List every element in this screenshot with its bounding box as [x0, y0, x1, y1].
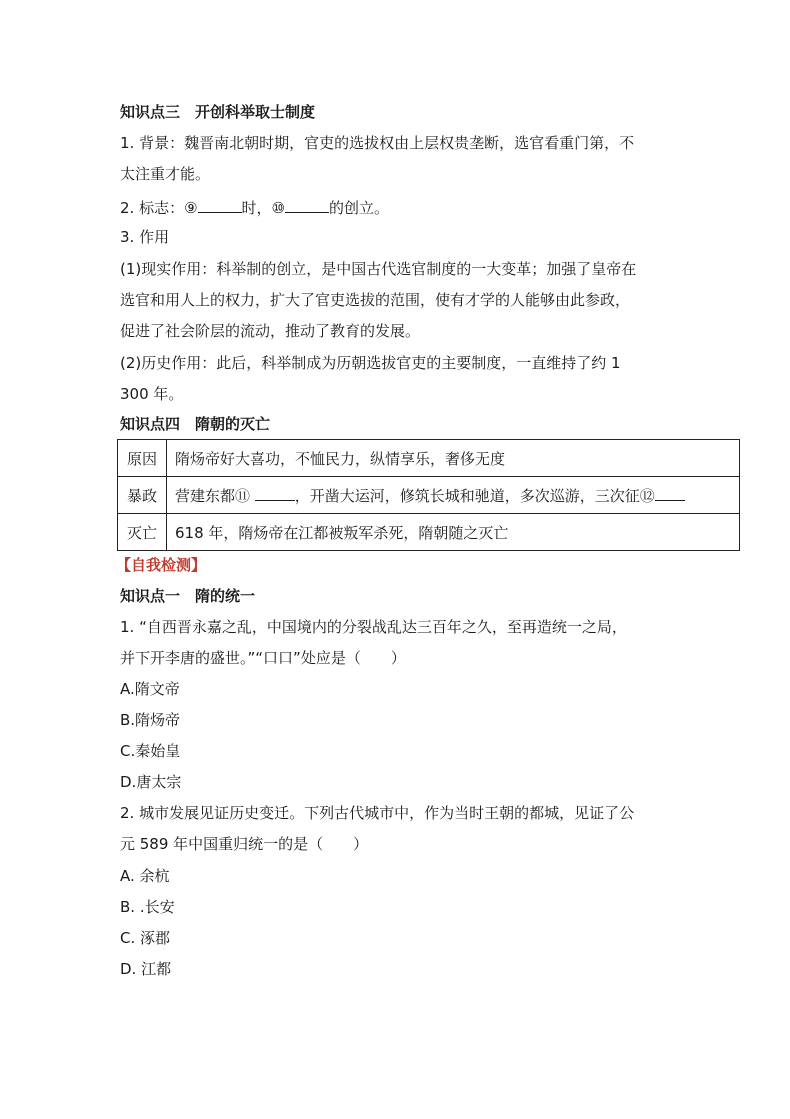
table-row — [118, 440, 740, 477]
section3-p5-line1: (2)历史作用：此后，科举制成为历朝选拔官吏的主要制度，一直维持了约 1 — [120, 354, 621, 372]
q2-option-c: C. 涿郡 — [120, 929, 171, 947]
question1-line2: 并下开李唐的盛世。”“口口”处应是（ ） — [120, 649, 406, 667]
p2-prefix: 2. 标志：⑨ — [120, 199, 198, 217]
q2-option-d: D. 江都 — [120, 960, 172, 978]
tyranny-part1: 营建东都⑪ — [175, 487, 255, 505]
section3-p2 — [120, 196, 389, 218]
section3-p1-line1: 1. 背景：魏晋南北朝时期，官吏的选拔权由上层权贵垄断，选官看重门第，不 — [120, 134, 635, 152]
row-head-cause: 原因 — [118, 440, 167, 477]
self-test-section1-title: 知识点一 隋的统一 — [120, 587, 256, 605]
section3-p5-line2: 300 年。 — [120, 385, 184, 403]
table-row — [118, 477, 740, 514]
section3-p3: 3. 作用 — [120, 228, 170, 246]
q1-option-d: D.唐太宗 — [120, 773, 182, 791]
question1-line1: 1. “自西晋永嘉之乱，中国境内的分裂战乱达三百年之久，至再造统一之局， — [120, 618, 627, 636]
row-content-cause: 隋炀帝好大喜功，不恤民力，纵情享乐，奢侈无度 — [167, 440, 740, 477]
blank-11 — [255, 484, 295, 501]
p2-middle: 时，⑩ — [241, 199, 285, 217]
self-test-heading: 【自我检测】 — [116, 556, 207, 574]
q1-option-c: C.秦始皇 — [120, 742, 181, 760]
fall-of-sui-table — [117, 439, 740, 551]
row-content-fall: 618 年，隋炀帝在江都被叛军杀死，隋朝随之灭亡 — [167, 514, 740, 551]
row-content-tyranny — [167, 477, 740, 514]
section3-p1-line2: 太注重才能。 — [120, 165, 211, 183]
q1-option-b: B.隋炀帝 — [120, 711, 181, 729]
blank-12 — [655, 484, 685, 501]
blank-9 — [198, 196, 242, 213]
section3-title: 知识点三 开创科举取士制度 — [120, 103, 316, 121]
row-head-fall: 灭亡 — [118, 514, 167, 551]
q1-option-a: A.隋文帝 — [120, 680, 180, 698]
section3-p4-line2: 选官和用人上的权力，扩大了官吏选拔的范围，使有才学的人能够由此参政， — [120, 291, 631, 309]
row-head-tyranny: 暴政 — [118, 477, 167, 514]
section3-p4-line3: 促进了社会阶层的流动，推动了教育的发展。 — [120, 322, 421, 340]
tyranny-part2: ，开凿大运河，修筑长城和驰道，多次巡游，三次征⑫ — [294, 487, 655, 505]
section3-p4-line1: (1)现实作用：科举制的创立，是中国古代选官制度的一大变革；加强了皇帝在 — [120, 260, 637, 278]
blank-10 — [285, 196, 329, 213]
p2-suffix: 的创立。 — [328, 199, 389, 217]
q2-option-b: B. .长安 — [120, 898, 175, 916]
q2-option-a: A. 余杭 — [120, 867, 170, 885]
question2-line2: 元 589 年中国重归统一的是（ ） — [120, 835, 369, 853]
question2-line1: 2. 城市发展见证历史变迁。下列古代城市中，作为当时王朝的都城，见证了公 — [120, 804, 635, 822]
table-row — [118, 514, 740, 551]
section4-title: 知识点四 隋朝的灭亡 — [120, 415, 271, 433]
